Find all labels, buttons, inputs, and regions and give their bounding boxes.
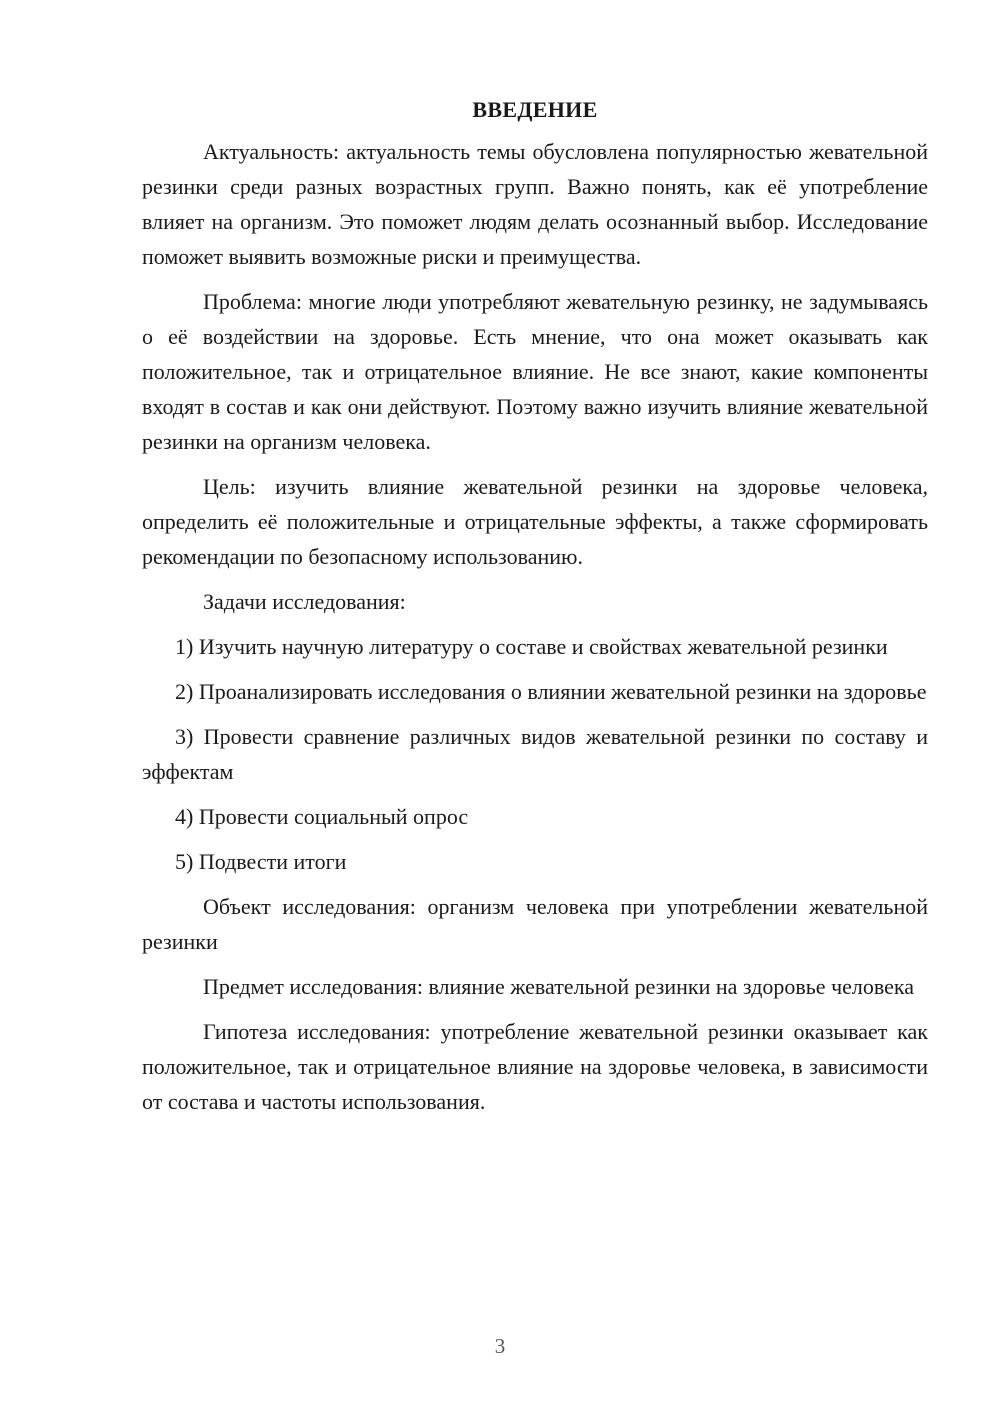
page-title: ВВЕДЕНИЕ xyxy=(472,97,598,122)
task-item: 3) Провести сравнение различных видов жевательной резинки по составу и эффектам xyxy=(142,724,928,784)
document-page xyxy=(142,92,928,1129)
task-item: 1) Изучить научную литературу о составе и свойствах жевательной резинки xyxy=(175,634,888,659)
relevance-paragraph: Актуальность: актуальность темы обусловлена популярностью жевательной резинки среди разных возрастных групп. Важно понять, как её употребление влияет на организм. Это поможет людям делать осознанный выбор. Исследование поможет выявить возможные риски и преимущества. xyxy=(142,139,928,269)
subject-paragraph: Предмет исследования: влияние жевательной резинки на здоровье человека xyxy=(203,974,915,999)
task-item: 5) Подвести итоги xyxy=(175,849,347,874)
tasks-label: Задачи исследования: xyxy=(203,589,406,614)
hypothesis-paragraph: Гипотеза исследования: употребление жевательной резинки оказывает как положительное, так и отрицательное влияние на здоровье человека, в зависимости от состава и частоты использования. xyxy=(142,1019,928,1114)
task-item: 2) Проанализировать исследования о влиянии жевательной резинки на здоровье xyxy=(175,679,927,704)
goal-paragraph: Цель: изучить влияние жевательной резинки на здоровье человека, определить её положительные и отрицательные эффекты, а также сформировать рекомендации по безопасному использованию. xyxy=(142,474,928,569)
page-number: 3 xyxy=(494,1334,506,1358)
object-paragraph: Объект исследования: организм человека при употреблении жевательной резинки xyxy=(142,894,928,954)
task-item: 4) Провести социальный опрос xyxy=(175,804,469,829)
problem-paragraph: Проблема: многие люди употребляют жевательную резинку, не задумываясь о её воздействии на здоровье. Есть мнение, что она может оказывать как положительное, так и отрицательное влияние. Не все знают, какие компоненты входят в состав и как они действуют. Поэтому важно изучить влияние жевательной резинки на организм человека. xyxy=(142,289,928,454)
